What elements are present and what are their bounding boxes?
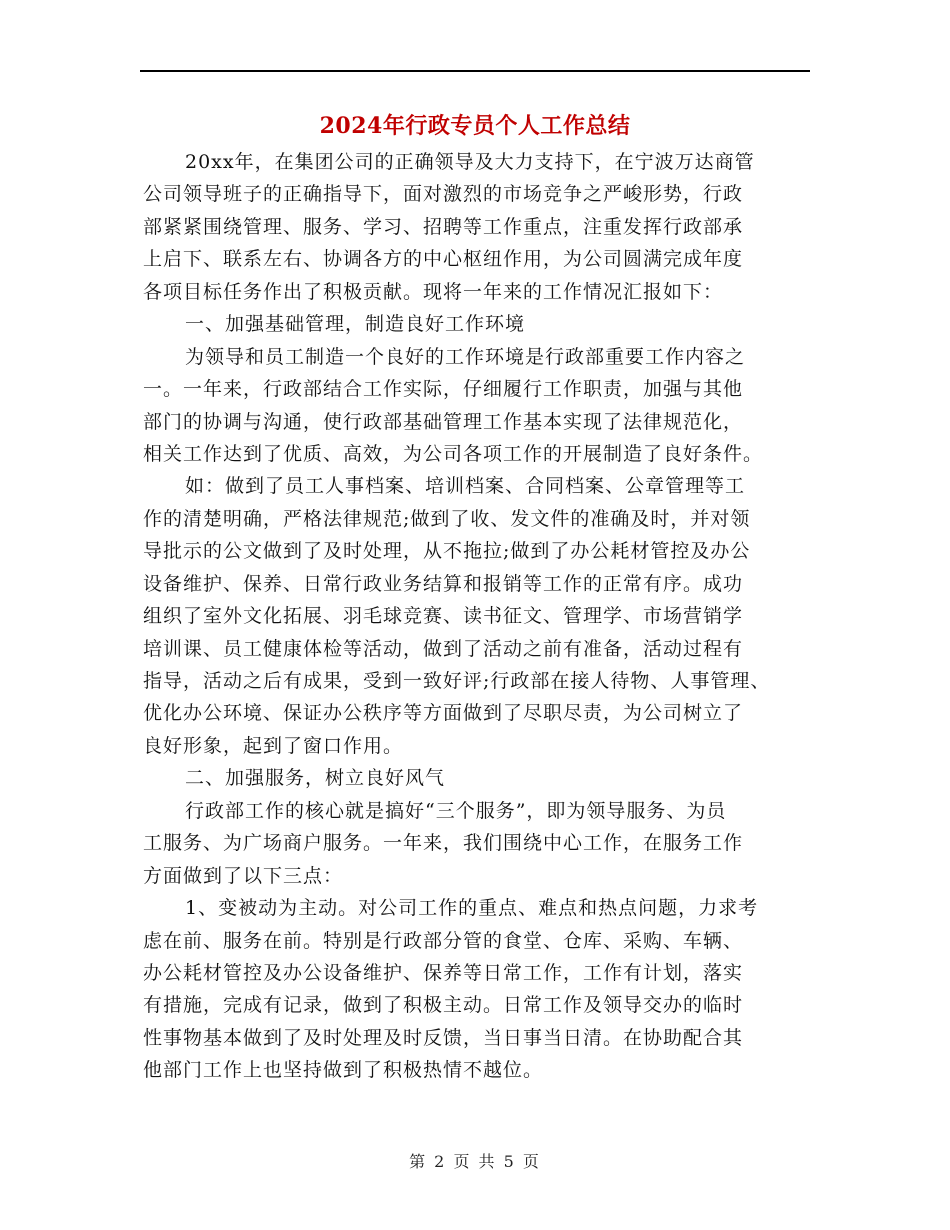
text-line: 公司领导班子的正确指导下，面对激烈的市场竞争之严峻形势，行政 bbox=[143, 183, 744, 206]
header-rule bbox=[140, 70, 810, 72]
text-line: 有措施，完成有记录，做到了积极主动。日常工作及领导交办的临时 bbox=[143, 994, 744, 1017]
text-line: 性事物基本做到了及时处理及时反馈，当日事当日清。在协助配合其 bbox=[143, 1026, 744, 1049]
text-line: 一、加强基础管理，制造良好工作环境 bbox=[185, 313, 526, 336]
text-line: 部紧紧围绕管理、服务、学习、招聘等工作重点，注重发挥行政部承 bbox=[143, 215, 744, 238]
text-line: 作的清楚明确，严格法律规范;做到了收、发文件的准确及时，并对领 bbox=[143, 507, 751, 530]
text-line: 行政部工作的核心就是搞好“三个服务”，即为领导服务、为员 bbox=[185, 799, 727, 822]
text-line: 一。一年来，行政部结合工作实际，仔细履行工作职责，加强与其他 bbox=[143, 378, 744, 401]
text-line: 他部门工作上也坚持做到了积极热情不越位。 bbox=[143, 1059, 544, 1082]
text-line: 各项目标任务作出了积极贡献。现将一年来的工作情况汇报如下： bbox=[143, 280, 724, 303]
text-line: 设备维护、保养、日常行政业务结算和报销等工作的正常有序。成功 bbox=[143, 572, 744, 595]
text-line: 方面做到了以下三点： bbox=[143, 864, 344, 887]
text-line: 指导，活动之后有成果，受到一致好评;行政部在接人待物、人事管理、 bbox=[143, 670, 771, 692]
text-line: 相关工作达到了优质、高效，为公司各项工作的开展制造了良好条件。 bbox=[143, 442, 764, 465]
text-line: 良好形象，起到了窗口作用。 bbox=[143, 734, 404, 757]
document-title: 2024年行政专员个人工作总结 bbox=[319, 113, 631, 139]
text-line: 办公耗材管控及办公设备维护、保养等日常工作，工作有计划，落实 bbox=[143, 961, 744, 984]
text-line: 20xx年，在集团公司的正确领导及大力支持下，在宁波万达商管 bbox=[185, 151, 755, 173]
text-line: 上启下、联系左右、协调各方的中心枢纽作用，为公司圆满完成年度 bbox=[143, 248, 744, 271]
text-line: 部门的协调与沟通，使行政部基础管理工作基本实现了法律规范化， bbox=[143, 410, 744, 433]
text-line: 优化办公环境、保证办公秩序等方面做到了尽职尽责，为公司树立了 bbox=[143, 702, 744, 725]
text-line: 工服务、为广场商户服务。一年来，我们围绕中心工作，在服务工作 bbox=[143, 832, 744, 855]
text-line: 组织了室外文化拓展、羽毛球竞赛、读书征文、管理学、市场营销学 bbox=[143, 605, 744, 628]
text-line: 虑在前、服务在前。特别是行政部分管的食堂、仓库、采购、车辆、 bbox=[143, 929, 744, 952]
text-line: 如：做到了员工人事档案、培训档案、合同档案、公章管理等工 bbox=[185, 475, 746, 498]
text-line: 二、加强服务，树立良好风气 bbox=[185, 767, 446, 790]
text-line: 导批示的公文做到了及时处理，从不拖拉;做到了办公耗材管控及办公 bbox=[143, 540, 751, 563]
text-line: 为领导和员工制造一个良好的工作环境是行政部重要工作内容之 bbox=[185, 345, 746, 368]
page-number: 第 2 页 共 5 页 bbox=[409, 1152, 541, 1171]
text-line: 1、变被动为主动。对公司工作的重点、难点和热点问题，力求考 bbox=[185, 897, 759, 920]
text-line: 培训课、员工健康体检等活动，做到了活动之前有准备，活动过程有 bbox=[143, 637, 744, 660]
document-body bbox=[143, 146, 815, 1087]
